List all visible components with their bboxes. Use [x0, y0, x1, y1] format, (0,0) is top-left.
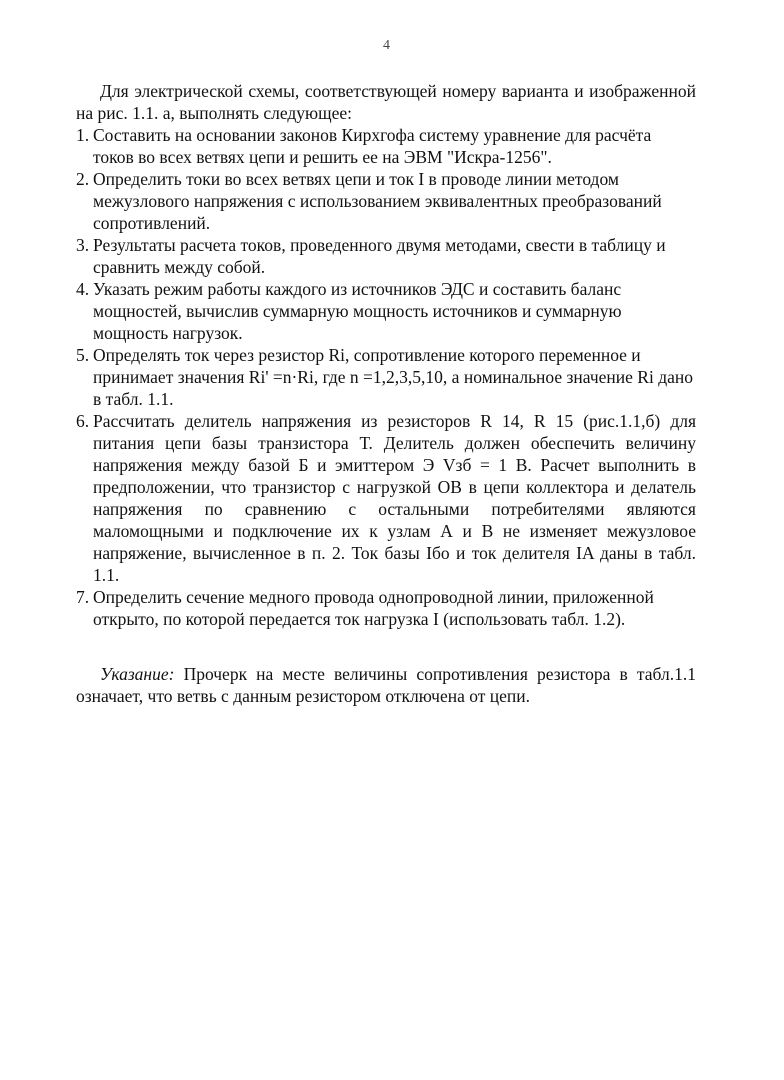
task-item-2 — [76, 168, 696, 234]
task-number: 5. — [76, 345, 90, 365]
task-item-6 — [76, 410, 696, 586]
task-number: 1. — [76, 125, 90, 145]
task-item-4 — [76, 278, 696, 344]
task-item-7 — [76, 586, 696, 630]
page-number: 4 — [383, 38, 390, 53]
note-text: Прочерк на месте величины сопротивления резистора в табл.1.1 означает, что ветвь с данным резистором отключена от цепи. — [76, 664, 696, 706]
task-text: Определять ток через резистор Ri, сопротивление которого переменное и принимает значения Ri' =n·Ri, где n =1,2,3,5,10, а номинальное значение Ri дано в табл. 1.1. — [93, 345, 693, 409]
task-text: Составить на основании законов Кирхгофа систему уравнение для расчёта токов во всех ветвях цепи и решить ее на ЭВМ "Искра-1256". — [93, 125, 652, 167]
task-text: Определить токи во всех ветвях цепи и ток I в проводе линии методом межузлового напряжения с использованием эквивалентных преобразований сопротивлений. — [93, 169, 662, 233]
document-body — [76, 80, 696, 707]
task-item-1 — [76, 124, 696, 168]
task-text: Рассчитать делитель напряжения из резисторов R 14, R 15 (рис.1.1,б) для питания цепи базы транзистора Т. Делитель должен обеспечить величину напряжения между базой Б и эмиттером Э Vзб = 1 В. Расчет выполнить в предположении, что транзистор с нагрузкой ОВ в цепи коллектора и делатель напряжения по сравнению с остальными потребителями являются маломощными и подключение их к узлам А и В не изменяет межузловое напряжение, вычисленное в п. 2. Ток базы Iбо и ток делителя IA даны в табл. 1.1. — [93, 411, 696, 585]
task-number: 4. — [76, 279, 90, 299]
task-list — [76, 124, 696, 630]
task-number: 7. — [76, 587, 90, 607]
task-item-3 — [76, 234, 696, 278]
task-text: Определить сечение медного провода однопроводной линии, приложенной открыто, по которой передается ток нагрузка I (использовать табл. 1.2). — [93, 587, 654, 629]
task-item-5 — [76, 344, 696, 410]
task-text: Указать режим работы каждого из источников ЭДС и составить баланс мощностей, вычислив суммарную мощность источников и суммарную мощность нагрузок. — [93, 279, 622, 343]
note-label: Указание: — [100, 664, 175, 684]
intro-paragraph: Для электрической схемы, соответствующей номеру варианта и изображенной на рис. 1.1. а, выполнять следующее: — [76, 81, 696, 123]
task-number: 2. — [76, 169, 90, 189]
task-number: 6. — [76, 411, 90, 431]
task-number: 3. — [76, 235, 90, 255]
task-text: Результаты расчета токов, проведенного двумя методами, свести в таблицу и сравнить между собой. — [93, 235, 666, 277]
note-paragraph — [76, 663, 696, 707]
